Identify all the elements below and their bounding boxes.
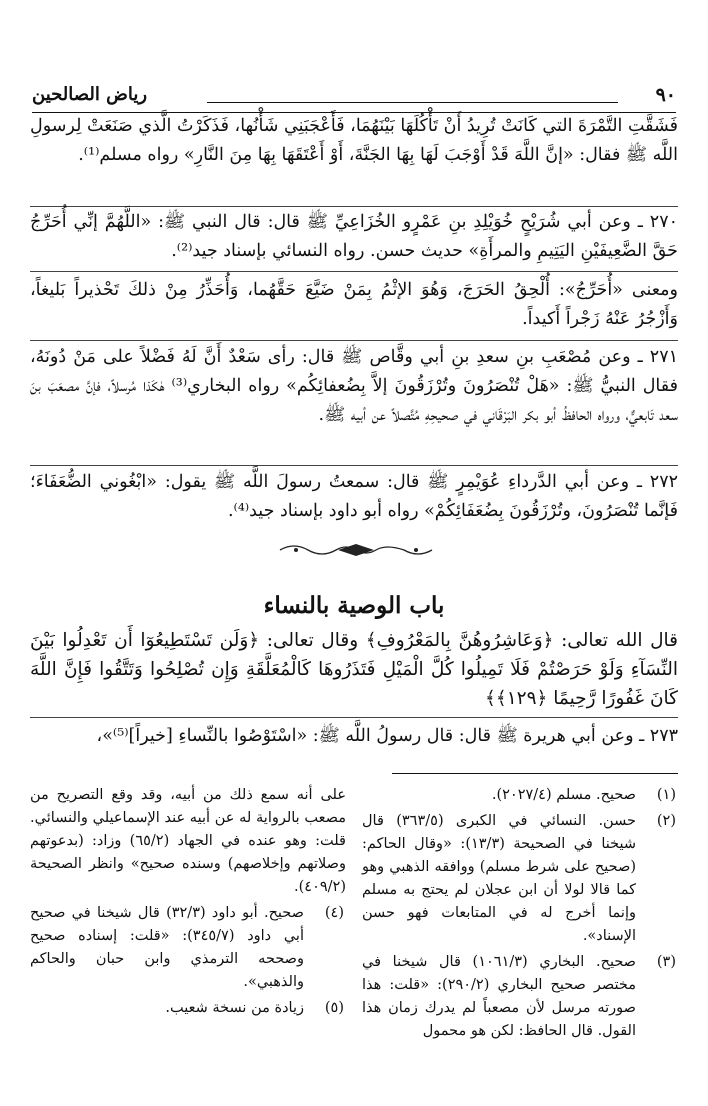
footnote-text: حسن. النسائي في الكبرى (٣٦٣/٥) قال شيخنا في الصحيحة (١٣/٣): «وقال الحاكم: (صحيح على شرط مسلم) ووافقه الذهبي وهو كما قالا لولا أن ابن عجلان لم يحتج به مسلم وإنما أخرج له في المتابعات فهو حسن الإسناد». (362, 813, 636, 944)
footnote-text: صحيح. البخاري (١٠٦١/٣) قال شيخنا في مختصر صحيح البخاري (٢٩٠/٢): «قلت: هذا صورته مرسل لأن مصعباً لم يدرك زمان هذا القول. قال الحافظ: لكن هو محمول (362, 954, 637, 1039)
footnote-item (362, 784, 678, 807)
footnote-number: (٢) (656, 813, 676, 829)
footnote-number: (٤) (324, 905, 344, 921)
paragraph-divider (30, 717, 678, 718)
page-header (32, 82, 676, 112)
paragraph-divider (30, 465, 678, 466)
hadith-272: ٢٧٢ ـ وعن أبي الدَّرداءِ عُوَيْمِرٍ ﷺ قال: سمعتُ رسولَ اللَّه ﷺ يقول: «ابْغُوني الضُّعَفَاءَ؛ فَإنَّما تُنْصَرُونَ، وتُرْزَقُونَ بِضُعَفَائِكُمْ» رواه أبو داود بإسناد جيد⁽⁴⁾. (30, 472, 678, 521)
footnote-separator (392, 773, 678, 774)
footnote-text: صحيح. مسلم (٢٠٢٧/٤). (491, 787, 636, 803)
footnote-number: (٣) (656, 954, 676, 970)
footnotes-right-column (362, 784, 678, 1046)
hadith-270: ٢٧٠ ـ وعن أبي شُرَيْحٍ خُوَيْلِدِ بنِ عَمْرٍو الخُزَاعِيِّ ﷺ قال: قال النبي ﷺ: «اللَّهُمَّ إنِّي أُحَرِّجُ حَقَّ الضَّعِيفَيْنِ اليَتِيمِ والمرأَةِ» حديث حسن. رواه النسائي بإسناد جيد⁽²⁾. (30, 212, 678, 261)
paragraph-divider (30, 340, 678, 341)
book-title: رياض الصالحين (32, 84, 148, 105)
footnote-number: (٥) (324, 1000, 344, 1016)
explanation-paragraph: ومعنى «أُحَرِّجُ»: أُلْحِقُ الحَرَجَ، وَهُوَ الإثْمُ بِمَنْ ضَيَّعَ حَقَّهُما، وَأُحَذِّرُ مِنْ ذلكَ تَحْذيراً بَليغاً، وَأَزْجُرُ عَنْهُ زَجْراً أَكيداً. (30, 280, 678, 329)
footnote-number: (١) (656, 787, 676, 803)
footnote-item (362, 951, 678, 1043)
footnote-text: زيادة من نسخة شعيب. (165, 1000, 304, 1016)
hadith-273: ٢٧٣ ـ وعن أبي هريرة ﷺ قال: قال رسولُ اللَّه ﷺ: «اسْتَوْصُوا بالنِّساءِ [خيراً]⁽⁵⁾»، (96, 726, 678, 746)
footnote-item (362, 810, 678, 948)
page-number: ٩٠ (655, 84, 676, 106)
hadith-271: ٢٧١ ـ وعن مُصْعَبِ بنِ سعدِ بنِ أبي وقَّاص ﷺ قال: رأى سَعْدٌ أَنَّ لَهُ فَضْلاً على مَنْ دُونَهُ، فقال النبيُّ ﷺ: «هَلْ تُنْصَرُونَ وتُرْزَقُونَ إلاَّ بِضُعفائِكُم» رواه البخاري⁽³⁾ هٰكَذا مُرسلاً، فإنَّ مصعَبَ بنَ سعد تَابعيٌّ، ورواه الحافظُ أبو بكر البَرْقَاني في صحيحِهِ مُتَّصلاً عن أبيه ﷺ. (30, 347, 678, 425)
chapter-title: باب الوصية بالنساء (263, 592, 445, 619)
decorative-ornament-icon (276, 540, 436, 560)
footnotes-left-column (30, 784, 346, 1023)
footnote-item (30, 997, 346, 1020)
paragraph-continuation: فَشَقَّتِ التَّمْرَةَ التي كَانَتْ تُرِيدُ أَنْ تَأْكُلَهَا بَيْنَهُمَا، فَأَعْجَبَنِي شَأْنُها، فَذَكَرْتُ الَّذي صَنَعَتْ لِرسولِ اللَّه ﷺ فقال: «إنَّ اللَّهَ قَدْ أَوْجَبَ لَهَا بِهَا الجَنَّةَ، أَوْ أَعْتَقَهَا بِهَا مِنَ النَّارِ» رواه مسلم⁽¹⁾. (30, 116, 678, 165)
header-rule (207, 102, 618, 103)
paragraph-divider (30, 271, 678, 272)
footnote-continuation: على أنه سمع ذلك من أبيه، وقد وقع التصريح من مصعب بالرواية له عن أبيه عند الإسماعيلي والنسائي. قلت: وهو عنده في الجهاد (٦٥/٢) وزاد: (بدعوتهم وصلاتهم وإخلاصهم) وسنده صحيح» وانظر الصحيحة (٤٠٩/٢). (30, 787, 346, 895)
chapter-intro-quran: قال الله تعالى: ﴿وَعَاشِرُوهُنَّ بِالمَعْرُوفِ﴾ وقال تعالى: ﴿وَلَن تَسْتَطِيعُوٓا أَن تَعْدِلُوا بَيْنَ النِّسَآءِ وَلَوْ حَرَصْتُمْ فَلَا تَمِيلُوا كُلَّ الْمَيْلِ فَتَذَرُوهَا كَالْمُعَلَّقَةِ وَإِن تُصْلِحُوا وَتَتَّقُوا فَإِنَّ اللَّهَ كَانَ غَفُورًا رَّحِيمًا ﴿١٢٩﴾﴾ (30, 630, 678, 709)
footnote-item (30, 902, 346, 994)
paragraph-divider (30, 206, 678, 207)
footnote-text: صحيح. أبو داود (٣٢/٣) قال شيخنا في صحيح أبي داود (٣٤٥/٧): «قلت: إسناده صحيح وصححه الترمذي وابن حبان والحاكم والذهبي». (30, 905, 304, 990)
